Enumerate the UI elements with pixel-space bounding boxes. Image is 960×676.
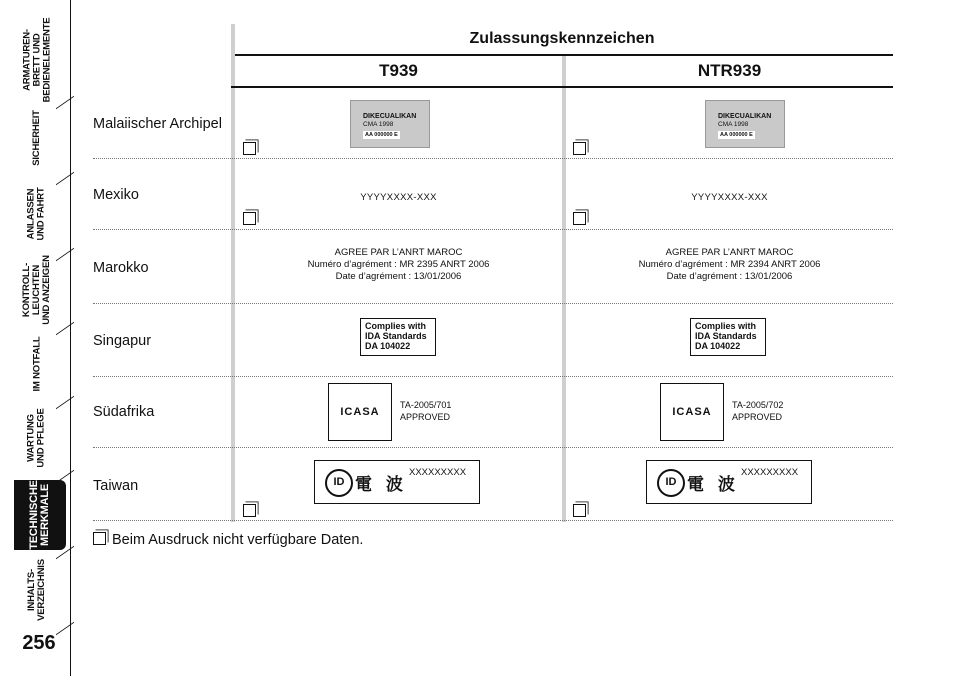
country-name: Malaiischer Archipel [93,116,222,132]
icasa-logo: ICASA [328,383,392,441]
tab-label: WARTUNG UND PFLEGE [25,408,47,468]
tab-safety[interactable] [6,106,68,170]
country-name: Marokko [93,260,149,276]
footnote [93,532,363,548]
text-line: Complies with [365,321,427,331]
country-name: Taiwan [93,478,139,494]
column-header-ntr939: NTR939 [697,61,762,80]
table-row [93,304,893,377]
column-header-t939: T939 [379,61,418,80]
text-line: IDA Standards [695,331,757,341]
taiwan-approval-label [314,460,480,504]
label-line: AA 000000 E [365,132,398,138]
text-line: DA 104022 [695,341,741,351]
checkbox-icon [243,142,256,155]
malaysia-approval-label [705,100,785,148]
label-line: DIKECUALIKAN [718,113,772,120]
text-line: TA-2005/702 [732,400,784,410]
tab-label: ARMATUREN- BRETT UND BEDIENELEMENTE [21,17,53,103]
taiwan-code: XXXXXXXXX [409,467,467,478]
checkbox-icon [573,142,586,155]
text-line: Numéro d’agrément : MR 2394 ANRT 2006 [638,259,821,270]
text-line: DA 104022 [365,341,411,351]
text-line: Date d’agrément : 13/01/2006 [666,271,793,282]
tab-label: INHALTS- VERZEICHNIS [25,559,47,621]
south-africa-approval [400,399,451,423]
text-line: Numéro d’agrément : MR 2395 ANRT 2006 [307,259,490,270]
malaysia-approval-label [350,100,430,148]
label-line: CMA 1998 [718,121,749,128]
label-line: CMA 1998 [363,121,394,128]
tab-starting-driving[interactable] [6,182,68,246]
checkbox-icon [243,504,256,517]
taiwan-ncc-logo: ID [657,469,685,497]
checkbox-icon [573,504,586,517]
tab-index[interactable] [6,558,68,622]
footnote-text: Beim Ausdruck nicht verfügbare Daten. [112,532,364,548]
tab-label: SICHERHEIT [30,110,42,166]
country-name: Südafrika [93,404,155,420]
mexico-code: YYYYXXXX-XXX [691,192,768,203]
taiwan-code: XXXXXXXXX [741,467,799,478]
country-name: Singapur [93,333,152,349]
tab-label: TECHNISCHE MERKMALE [28,480,52,550]
tab-dashboard[interactable] [6,17,68,103]
tab-emergency[interactable] [6,332,68,396]
page-number: 256 [22,632,56,654]
taiwan-logo-chars: 電 波 [355,475,407,495]
morocco-approval-text [235,247,562,283]
tab-warning-lights[interactable] [6,255,68,325]
taiwan-approval-label [646,460,812,504]
south-africa-approval [732,399,783,423]
tab-label: KONTROLL- LEUCHTEN UND ANZEIGEN [21,255,52,325]
tab-technical-specs[interactable] [14,480,66,550]
text-line: APPROVED [732,412,783,422]
text-line: Complies with [695,321,757,331]
label-line: DIKECUALIKAN [363,113,417,120]
text-line: TA-2005/701 [400,400,452,410]
taiwan-logo-chars: 電 波 [687,475,739,495]
table-heading: Zulassungskennzeichen [231,24,893,56]
tab-label: ANLASSEN UND FAHRT [26,187,47,241]
morocco-approval-text [566,247,893,283]
checkbox-icon [93,532,106,545]
label-line: AA 000000 E [720,132,753,138]
icasa-logo: ICASA [660,383,724,441]
text-line: IDA Standards [365,331,427,341]
singapore-ida-label [690,318,766,356]
taiwan-ncc-logo: ID [325,469,353,497]
checkbox-icon [243,212,256,225]
text-line: AGREE PAR L’ANRT MAROC [334,247,463,258]
country-name: Mexiko [93,187,139,203]
text-line: AGREE PAR L’ANRT MAROC [665,247,794,258]
mexico-code: YYYYXXXX-XXX [360,192,437,203]
text-line: Date d’agrément : 13/01/2006 [335,271,462,282]
text-line: APPROVED [400,412,451,422]
tab-maintenance[interactable] [6,406,68,470]
chapter-tabs [0,0,76,676]
singapore-ida-label [360,318,436,356]
checkbox-icon [573,212,586,225]
tab-label: IM NOTFALL [31,336,42,392]
tab-strip-line [70,0,71,676]
